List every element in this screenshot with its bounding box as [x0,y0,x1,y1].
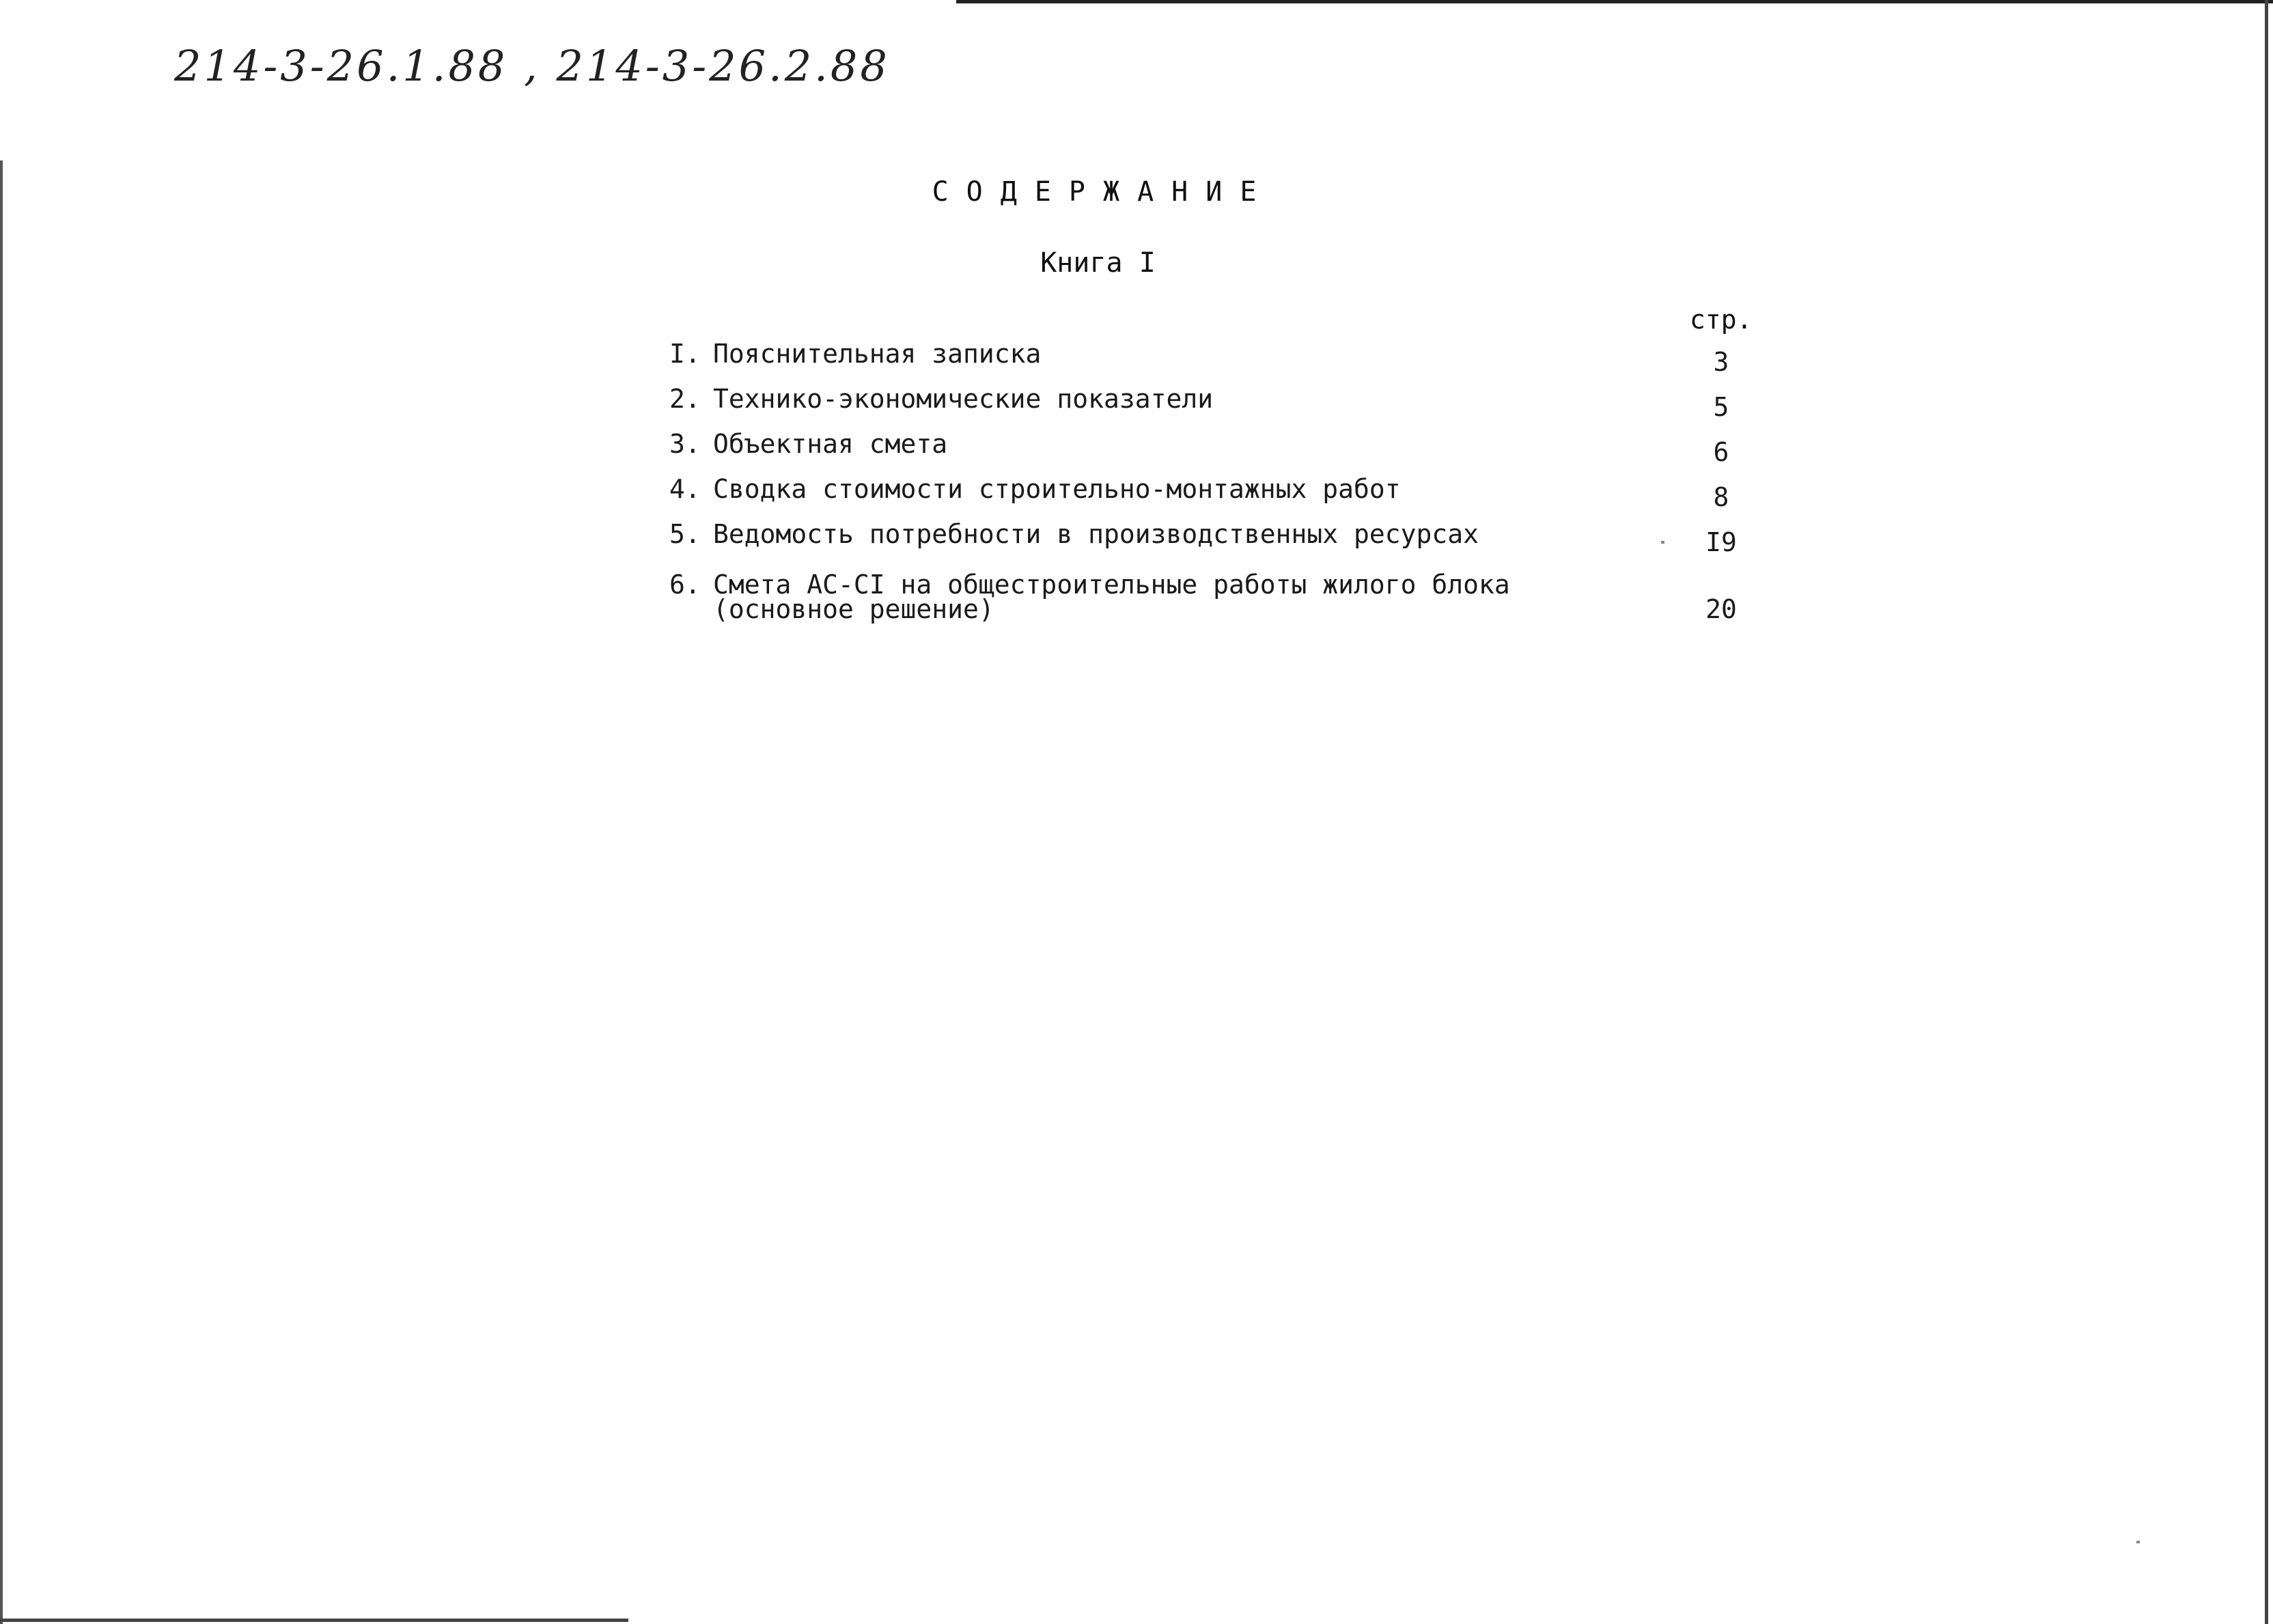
scan-speck [2136,1541,2140,1543]
toc-item-title: Сводка стоимости строительно-монтажных работ [713,474,1401,504]
sheet-border-bottom [0,1619,628,1622]
toc-item-page: 6 [1713,437,1729,467]
toc-item-title: Пояснительная записка [713,339,1042,369]
toc-item-number: 4. [669,474,701,504]
toc-item-page: I9 [1705,527,1737,557]
toc-item-title: Ведомость потребности в производственных ресурсах [713,519,1479,549]
toc-item-page: 20 [1705,594,1737,624]
page-column-label: стр. [1690,305,1753,335]
toc-item-title: Объектная смета [713,429,948,459]
toc-item-page: 8 [1713,482,1729,512]
sheet-border-left [0,160,3,1624]
toc-item-page: 5 [1713,392,1729,422]
sheet-border-top [956,0,2273,3]
toc-item-title: Технико-экономические показатели [713,384,1214,414]
toc-item-number: 3. [669,429,701,459]
toc-item-number: 5. [669,519,701,549]
toc-item-title: Смета АС-СI на общестроительные работы жилого блока (основное решение) [713,570,1510,624]
toc-item-number: 6. [669,570,701,600]
toc-item-page: 3 [1713,347,1729,377]
handwritten-document-code: 214-3-26.1.88 , 214-3-26.2.88 [174,41,890,91]
toc-item-number: 2. [669,384,701,414]
book-subtitle: Книга I [1040,247,1156,279]
toc-item-number: I. [669,339,701,369]
scan-speck [1661,541,1664,544]
sheet-border-right [2265,0,2268,1624]
page-title: СОДЕРЖАНИЕ [932,176,1274,208]
